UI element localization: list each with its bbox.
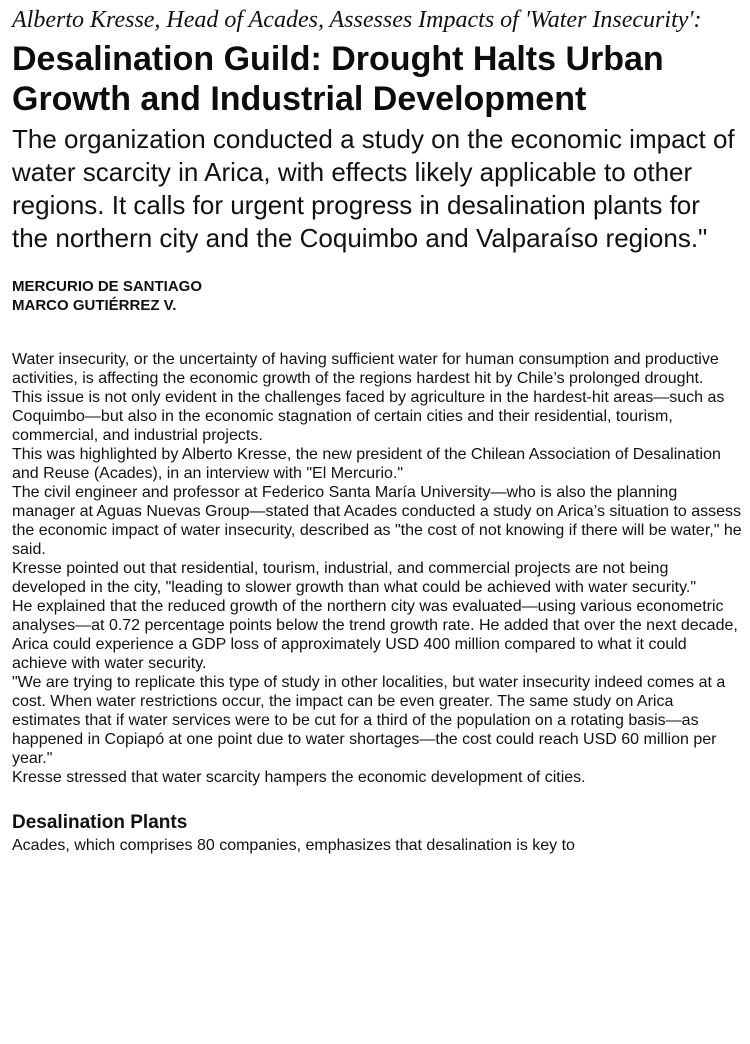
body-paragraph: Kresse stressed that water scarcity hampers the economic development of cities. [12,769,586,786]
byline-publication: MERCURIO DE SANTIAGO [12,278,203,295]
body-paragraph: "We are trying to replicate this type of study in other localities, but water insecurity indeed comes at a cost. When water restrictions occur, the impact can be even greater. The same study on Arica estimates that if water services were to be cut for a third of the population on a rotating basis—as happened in Copiapó at one point due to water shortages—the cost could reach USD 60 million per year." [12,674,726,767]
byline [12,277,742,315]
body-paragraph: This issue is not only evident in the challenges faced by agriculture in the hardest-hit areas—such as Coquimbo—but also in the economic stagnation of certain cities and their residential, tourism, commercial, and industrial projects. [12,389,725,444]
article-kicker: Alberto Kresse, Head of Acades, Assesses Impacts of 'Water Insecurity': [12,7,702,33]
body-paragraph: Water insecurity, or the uncertainty of having sufficient water for human consumption and productive activities, is affecting the economic growth of the regions hardest hit by Chile’s prolonged drought. [12,351,719,387]
section-subhead: Desalination Plants [12,812,188,833]
body-paragraph: Acades, which comprises 80 companies, emphasizes that desalination is key to [12,837,575,854]
byline-author: MARCO GUTIÉRREZ V. [12,297,177,314]
article [12,0,742,855]
body-paragraph: Kresse pointed out that residential, tourism, industrial, and commercial projects are not being developed in the city, "leading to slower growth than what could be achieved with water security." [12,560,697,596]
body-paragraph: This was highlighted by Alberto Kresse, the new president of the Chilean Association of Desalination and Reuse (Acades), in an interview with "El Mercurio." [12,446,721,482]
body-paragraph: The civil engineer and professor at Federico Santa María University—who is also the planning manager at Aguas Nuevas Group—stated that Acades conducted a study on Arica’s situation to assess the economic impact of water insecurity, described as "the cost of not knowing if there will be water," he said. [12,484,742,558]
article-headline: Desalination Guild: Drought Halts Urban Growth and Industrial Development [12,40,664,118]
body-paragraph: He explained that the reduced growth of the northern city was evaluated—using various econometric analyses—at 0.72 percentage points below the trend growth rate. He added that over the next decade, Arica could experience a GDP loss of approximately USD 400 million compared to what it could achieve with water security. [12,598,738,672]
section-body [12,836,742,855]
article-body [12,350,742,787]
article-dek: The organization conducted a study on the economic impact of water scarcity in Arica, with effects likely applicable to other regions. It calls for urgent progress in desalination plants for the northern city and the Coquimbo and Valparaíso regions." [12,124,735,253]
